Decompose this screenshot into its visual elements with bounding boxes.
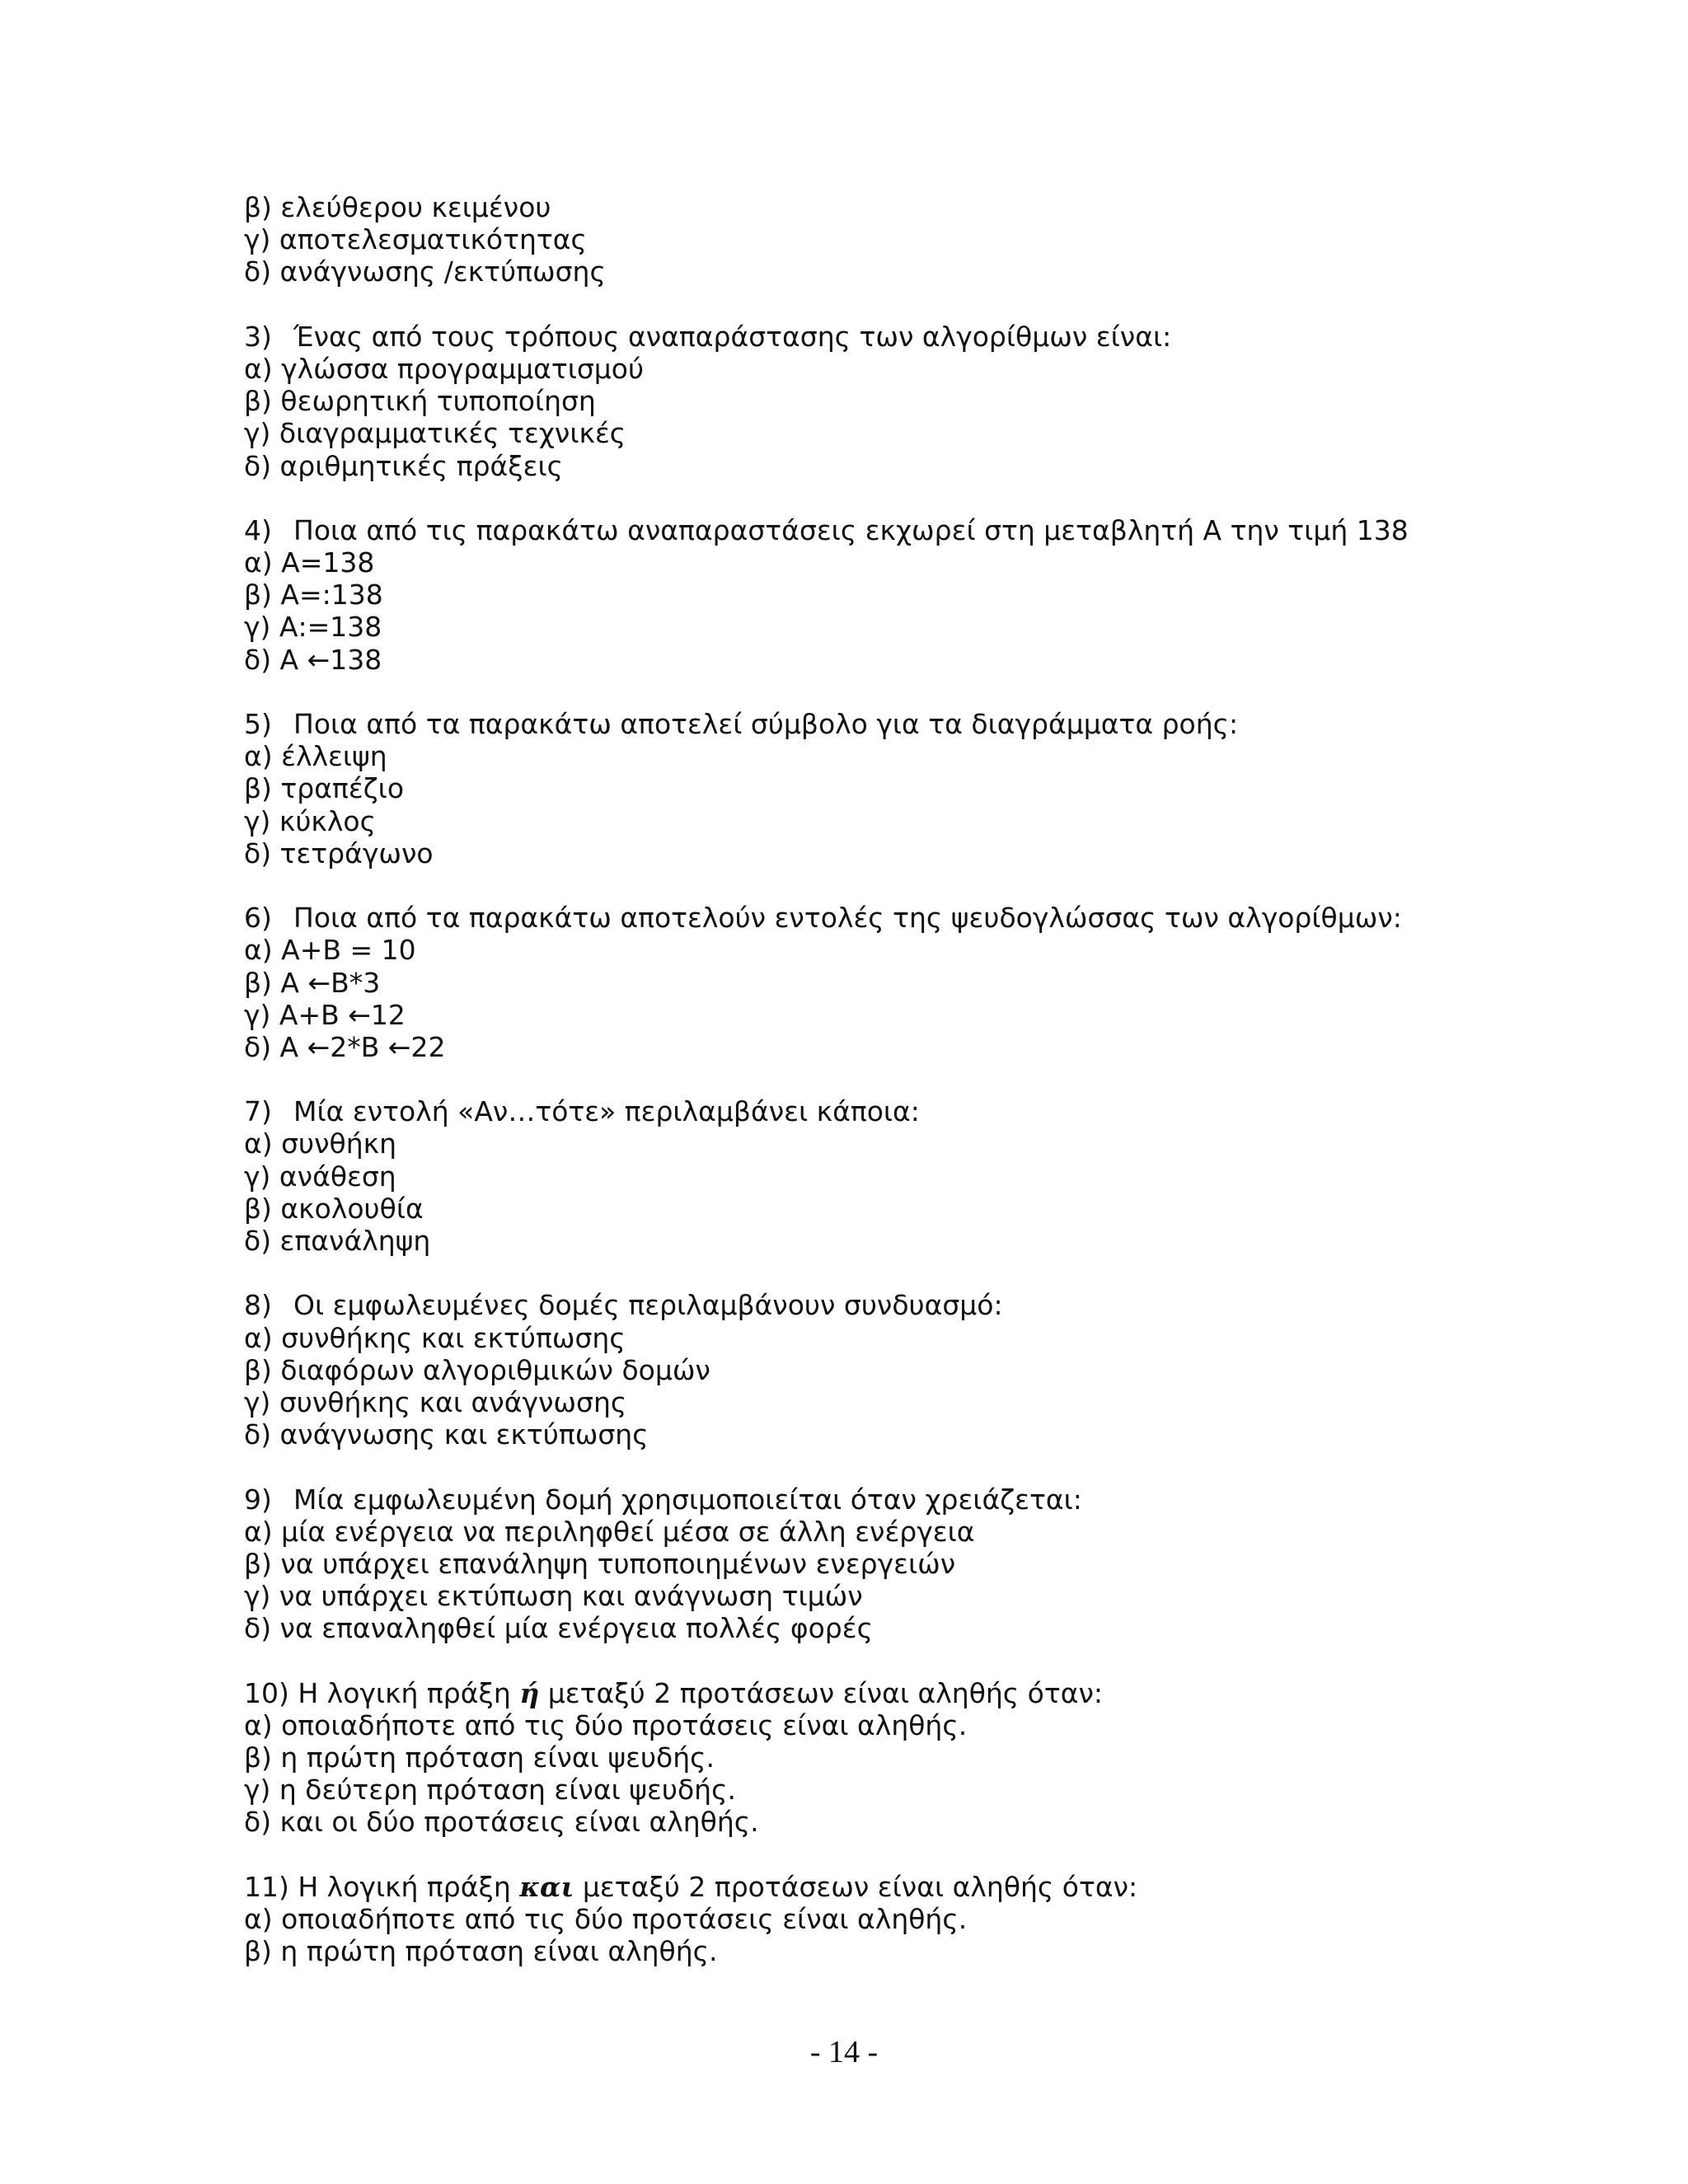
option-line: γ) διαγραμματικές τεχνικές — [244, 417, 626, 450]
option-line: β) διαφόρων αλγοριθμικών δομών — [244, 1353, 710, 1386]
question-text: Μία εντολή «Αν…τότε» περιλαμβάνει κάποια: — [293, 1095, 920, 1128]
option-line: γ) κύκλος — [244, 804, 376, 837]
question-number: 5) — [244, 708, 272, 740]
logical-operator-keyword: και — [519, 1870, 574, 1903]
question-text: Ποια από τις παρακάτω αναπαραστάσεις εκχωρεί στη μεταβλητή Α την τιμή 138 — [293, 513, 1409, 546]
option-line: α) μία ενέργεια να περιληφθεί μέσα σε άλλη ενέργεια — [244, 1515, 975, 1548]
option-line: α) έλλειψη — [244, 740, 387, 773]
question-text: Μία εμφωλευμένη δομή χρησιμοποιείται όταν χρειάζεται: — [293, 1483, 1082, 1516]
question-9 — [244, 1483, 1480, 1645]
option-line: α) Α+Β = 10 — [244, 934, 416, 967]
option-line: β) να υπάρχει επανάληψη τυποποιημένων ενεργειών — [244, 1547, 956, 1580]
question-number: 6) — [244, 902, 272, 935]
option-line: γ) συνθήκης και ανάγνωσης — [244, 1385, 627, 1418]
option-line: δ) ανάγνωσης και εκτύπωσης — [244, 1418, 649, 1451]
option-line: α) συνθήκης και εκτύπωσης — [244, 1321, 626, 1354]
question-stem — [244, 1483, 1480, 1516]
question-3 — [244, 321, 1480, 482]
option-line: β) ελεύθερου κειμένου — [244, 191, 551, 223]
option-line: δ) να επαναληφθεί μία ενέργεια πολλές φορές — [244, 1612, 873, 1645]
option-line: β) Α ←Β*3 — [244, 966, 381, 999]
option-line: β) θεωρητική τυποποίηση — [244, 385, 596, 418]
question-number: 8) — [244, 1289, 272, 1322]
document-body — [244, 191, 1480, 2000]
question-stem — [244, 902, 1480, 934]
option-line: δ) τετράγωνο — [244, 837, 434, 869]
question-text-suffix: μεταξύ 2 προτάσεων είναι αληθής όταν: — [574, 1870, 1138, 1903]
question-6 — [244, 902, 1480, 1063]
question-10 — [244, 1677, 1480, 1839]
question-text: Ποια από τα παρακάτω αποτελεί σύμβολο για τα διαγράμματα ροής: — [293, 708, 1239, 740]
option-line: α) οποιαδήποτε από τις δύο προτάσεις είναι αληθής. — [244, 1902, 968, 1935]
option-line: δ) αριθμητικές πράξεις — [244, 449, 564, 482]
option-line: β) τραπέζιο — [244, 772, 405, 805]
option-line: α) συνθήκη — [244, 1127, 397, 1160]
question-stem — [244, 514, 1480, 546]
question-stem — [244, 321, 1480, 353]
intro-options — [244, 191, 1480, 288]
question-5 — [244, 708, 1480, 869]
question-stem — [244, 1095, 1480, 1127]
question-stem — [244, 1289, 1480, 1321]
question-text-prefix: 10) Η λογική πράξη — [244, 1676, 520, 1709]
question-number: 4) — [244, 513, 272, 546]
question-text-suffix: μεταξύ 2 προτάσεων είναι αληθής όταν: — [539, 1676, 1104, 1709]
option-line: δ) ανάγνωσης /εκτύπωσης — [244, 255, 606, 288]
option-line: γ) Α:=138 — [244, 611, 382, 644]
option-line: δ) επανάληψη — [244, 1225, 431, 1257]
option-line: δ) Α ←2*Β ←22 — [244, 1030, 446, 1063]
question-7 — [244, 1095, 1480, 1257]
option-line: α) Α=138 — [244, 546, 375, 579]
option-line: δ) Α ←138 — [244, 643, 382, 676]
question-number: 3) — [244, 320, 272, 353]
option-line: γ) Α+Β ←12 — [244, 998, 406, 1031]
option-line: γ) να υπάρχει εκτύπωση και ανάγνωση τιμών — [244, 1580, 863, 1613]
page-number: - 14 - — [809, 2035, 879, 2069]
question-number: 7) — [244, 1095, 272, 1128]
question-text-prefix: 11) Η λογική πράξη — [244, 1870, 520, 1903]
question-stem — [244, 708, 1480, 740]
option-line: β) ακολουθία — [244, 1192, 424, 1225]
option-line: γ) ανάθεση — [244, 1160, 396, 1193]
question-number: 9) — [244, 1483, 272, 1516]
option-line: β) Α=:138 — [244, 579, 383, 612]
logical-operator-keyword: ή — [519, 1676, 540, 1709]
option-line: α) οποιαδήποτε από τις δύο προτάσεις είναι αληθής. — [244, 1708, 968, 1741]
question-text: Οι εμφωλευμένες δομές περιλαμβάνουν συνδυασμό: — [293, 1289, 1003, 1322]
option-line: γ) η δεύτερη πρόταση είναι ψευδής. — [244, 1774, 736, 1807]
question-11 — [244, 1871, 1480, 1968]
option-line: β) η πρώτη πρόταση είναι αληθής. — [244, 1935, 718, 1968]
option-line: α) γλώσσα προγραμματισμού — [244, 352, 645, 385]
question-8 — [244, 1289, 1480, 1451]
option-line: γ) αποτελεσματικότητας — [244, 223, 587, 256]
option-line: β) η πρώτη πρόταση είναι ψευδής. — [244, 1741, 715, 1774]
question-4 — [244, 514, 1480, 676]
question-stem — [244, 1871, 1480, 1903]
question-text: Ποια από τα παρακάτω αποτελούν εντολές της ψευδογλώσσας των αλγορίθμων: — [293, 902, 1402, 935]
question-stem — [244, 1677, 1480, 1709]
option-line: δ) και οι δύο προτάσεις είναι αληθής. — [244, 1806, 759, 1839]
question-text: Ένας από τους τρόπους αναπαράστασης των αλγορίθμων είναι: — [293, 320, 1172, 353]
